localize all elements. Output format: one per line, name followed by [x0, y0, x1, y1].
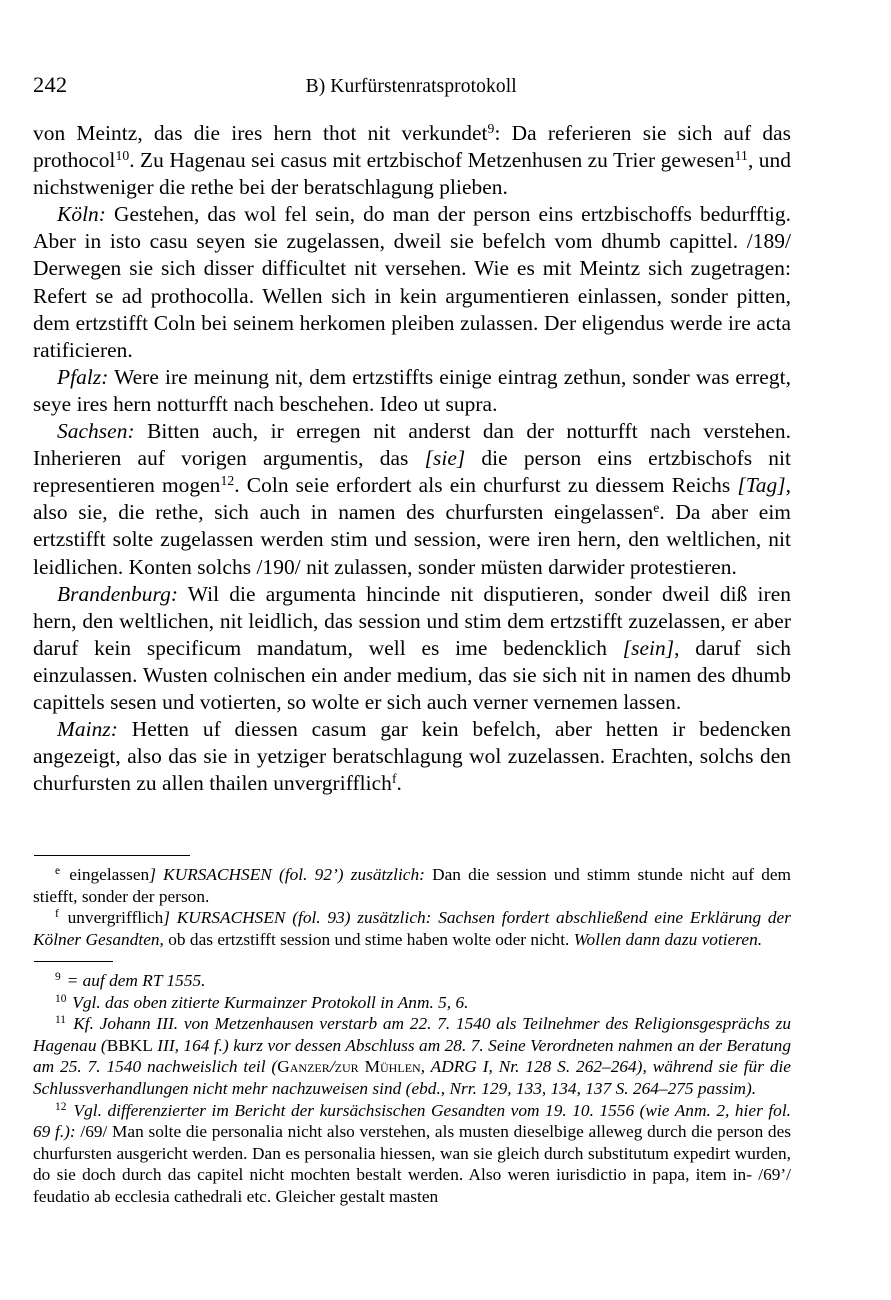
footnote-11: $^{11}$ Kf. Johann III. von Metzenhausen verstarb am 22. 7. 1540 als Teilnehmer des Religionsgesprächs zu Hagenau (BBKL III, 164 f.) kurz vor dessen Abschluss am 28. 7. Seine Verordneten nahmen an der Beratung am 25. 7. 1540 nachweislich teil (Ganzer/zur Mühlen, ADRG I, Nr. 128 S. 262–264), während sie für die Schlussverhandlungen nicht mehr nachzuweisen sind (ebd., Nrr. 129, 133, 134, 137 S. 264–275 passim). [33, 1014, 791, 1098]
paragraph-brandenburg: Brandenburg: Wil die argumenta hincinde nit disputieren, sonder dweil diß iren hern, den weltlichen, nit leidlich, das session und stim dem ertzstifft zuzelassen, er aber daruf kein specificum mandatum, well es ime bedencklich [sein], daruf sich einzulassen. Wusten colnischen ein ander medium, das sie sich nit in namen des dhumb capittels sesen und votierten, so wolte er sich auch verner vernemen lassen. [33, 581, 791, 714]
paragraph-sachsen: Sachsen: Bitten auch, ir erregen nit anderst dan der notturfft nach verstehen. Inherieren auf vorigen argumentis, das [sie] die person eins ertzbischofs nit representieren mogen$^{12}$. Coln seie erfordert als ein churfurst zu diessem Reichs [Tag], also sie, die rethe, sich auch in namen des churfursten eingelassen$^e$. Da aber eim ertzstifft solte zugelassen werden stim und session, were iren hern, den weltlichen, nit leidlichen. Konten solchs /190/ nit zulassen, sonder müsten darwider protestieren. [33, 419, 792, 579]
footnote-f: $^f$ unvergrifflich] KURSACHSEN (fol. 93) zusätzlich: Sachsen fordert abschließend eine Erklärung der Kölner Gesandten, ob das ertzstifft session und stime haben wolte oder nicht. Wollen dann dazu votieren. [33, 908, 791, 949]
apparatus-letters [33, 864, 791, 950]
footnote-9: $^9$ = auf dem RT 1555. [55, 971, 206, 990]
paragraph-pfalz: Pfalz: Were ire meinung nit, dem ertzstiffts einige eintrag zethun, sonder was erregt, seye ires hern notturfft nach beschehen. Ideo ut supra. [33, 364, 791, 416]
running-head [33, 72, 791, 100]
paragraph-mainz: Mainz: Hetten uf diessen casum gar kein befelch, aber hetten ir bedencken angezeigt, also das sie in yetziger beratschlagung wol zuzelassen. Erachten, solchs den churfursten zu allen thailen unvergrifflich$^f$. [33, 717, 791, 796]
paragraph-koeln: Köln: Gestehen, das wol fel sein, do man der person eins ertzbischoffs bedurfftig. Aber in isto casu seyen sie zugelassen, dweil sie befelch vom dhumb capittel. /189/ Derwegen sie sich disser difficultet nit versehen. Wie es mit Meintz sich zugetragen: Refert se ad prothocolla. Wellen sich in kein argumentieren einlassen, sonder pitten, dem ertzstifft Coln bei seinem herkomen pleiben zulassen. Der eligendus werde ire acta ratificieren. [33, 202, 791, 362]
footnote-e: $^e$ eingelassen] KURSACHSEN (fol. 92’) zusätzlich: Dan die session und stimm stunde nicht auf dem stiefft, sonder der person. [33, 865, 792, 906]
footnote-10: $^{10}$ Vgl. das oben zitierte Kurmainzer Protokoll in Anm. 5, 6. [55, 992, 469, 1012]
apparatus-numbers-separator-rule [34, 961, 113, 962]
footnote-12: $^{12}$ Vgl. differenzierter im Bericht der kursächsischen Gesandten vom 19. 10. 1556 (wie Anm. 2, hier fol. 69 f.): /69/ Man solte die personalia nicht also verstehen, als musten dieselbige alleweg durch die person des churfursten ausgericht werden. Dan es personalia hiessen, wan sie gleich durch substitutum expedirt wurden, do sie doch durch das capitel nicht mochten bestalt werden. Also weren iurisdictio in papa, item in- /69’/ feudatio ab ecclesia cathedrali etc. Gleicher gestalt masten [33, 1100, 792, 1206]
apparatus-numbers [33, 970, 791, 1208]
paragraph-continuation: von Meintz, das die ires hern thot nit verkundet$^9$: Da referieren sie sich auf das prothocol$^{10}$. Zu Hagenau sei casus mit ertzbischof Metzenhusen zu Trier gewesen$^{11}$, und nichstweniger die rethe bei der beratschlagung plieben. [33, 121, 792, 200]
page-number: 242 [33, 72, 68, 97]
running-head-title: B) Kurfürstenratsprotokoll [305, 76, 517, 97]
body-text [33, 120, 791, 797]
apparatus-letters-separator-rule [34, 855, 190, 856]
